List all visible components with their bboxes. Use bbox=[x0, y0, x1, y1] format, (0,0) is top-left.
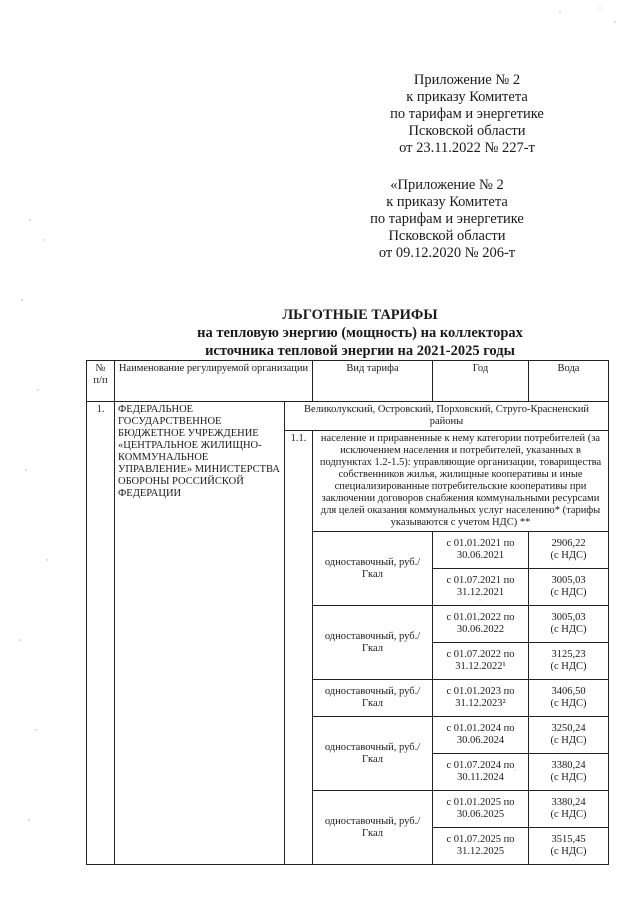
price-value: 3250,24 bbox=[551, 723, 586, 734]
price-vat-note: (с НДС) bbox=[550, 735, 587, 746]
price-value: 3380,24 bbox=[551, 760, 586, 771]
header-num: № п/п bbox=[87, 361, 115, 402]
price-value: 3125,23 bbox=[551, 649, 586, 660]
header-org: Наименование регулируемой организации bbox=[115, 361, 313, 402]
tariff-type: одноставочный, руб./Гкал bbox=[313, 606, 433, 680]
price-vat-note: (с НДС) bbox=[550, 698, 587, 709]
tariff-period: с 01.01.2023 по 31.12.2023² bbox=[433, 680, 529, 717]
table-header-row bbox=[87, 361, 609, 402]
tariff-price bbox=[529, 569, 609, 606]
price-vat-note: (с НДС) bbox=[550, 550, 587, 561]
tariff-price bbox=[529, 754, 609, 791]
price-vat-note: (с НДС) bbox=[550, 587, 587, 598]
price-vat-note: (с НДС) bbox=[550, 846, 587, 857]
tariff-price bbox=[529, 606, 609, 643]
price-vat-note: (с НДС) bbox=[550, 809, 587, 820]
region-row bbox=[87, 402, 609, 431]
row-number: 1. bbox=[87, 402, 115, 865]
price-value: 3406,50 bbox=[551, 686, 586, 697]
price-vat-note: (с НДС) bbox=[550, 772, 587, 783]
title-line: источника тепловой энергии на 2021-2025 годы bbox=[205, 343, 515, 359]
header-water: Вода bbox=[529, 361, 609, 402]
tariff-type: одноставочный, руб./Гкал bbox=[313, 532, 433, 606]
appendix-line: по тарифам и энергетике bbox=[390, 106, 544, 122]
appendix-line: от 23.11.2022 № 227-т bbox=[399, 140, 535, 156]
tariff-period: с 01.07.2021 по 31.12.2021 bbox=[433, 569, 529, 606]
tariff-type: одноставочный, руб./Гкал bbox=[313, 717, 433, 791]
price-vat-note: (с НДС) bbox=[550, 661, 587, 672]
sub-number: 1.1. bbox=[285, 431, 313, 865]
consumer-category: население и приравненные к нему категории потребителей (за исключением населения и потребителей, указанных в подпунктах 1.2-1.5): управляющие организации, товарищества собственников жилья, жилищные кооперативы и иные специализированные потребительские кооперативы при заключении договоров снабжения коммунальными ресурсами для целей оказания коммунальных услуг населению* (тарифы указываются с учетом НДС) ** bbox=[313, 431, 609, 532]
tariff-price bbox=[529, 532, 609, 569]
tariff-period: с 01.01.2024 по 30.06.2024 bbox=[433, 717, 529, 754]
price-value: 3005,03 bbox=[551, 575, 586, 586]
price-vat-note: (с НДС) bbox=[550, 624, 587, 635]
organization-name: ФЕДЕРАЛЬНОЕ ГОСУДАРСТВЕННОЕ БЮДЖЕТНОЕ УЧРЕЖДЕНИЕ «ЦЕНТРАЛЬНОЕ ЖИЛИЩНО-КОММУНАЛЬНОЕ УПРАВЛЕНИЕ» МИНИСТЕРСТВА ОБОРОНЫ РОССИЙСКОЙ ФЕДЕРАЦИИ bbox=[115, 402, 285, 865]
regions: Великолукский, Островский, Порховский, Струго-Красненский районы bbox=[285, 402, 609, 431]
tariff-period: с 01.07.2024 по 30.11.2024 bbox=[433, 754, 529, 791]
document-title bbox=[150, 306, 570, 360]
appendix-line: к приказу Комитета bbox=[386, 194, 508, 210]
appendix-line: к приказу Комитета bbox=[406, 89, 528, 105]
appendix-line: от 09.12.2020 № 206-т bbox=[378, 245, 516, 261]
appendix-header-current bbox=[352, 72, 582, 157]
tariff-period: с 01.07.2025 по 31.12.2025 bbox=[433, 828, 529, 865]
header-tariff-type: Вид тарифа bbox=[313, 361, 433, 402]
tariff-period: с 01.07.2022 по 31.12.2022¹ bbox=[433, 643, 529, 680]
price-value: 3380,24 bbox=[551, 797, 586, 808]
tariff-period: с 01.01.2025 по 30.06.2025 bbox=[433, 791, 529, 828]
appendix-line: «Приложение № 2 bbox=[390, 177, 504, 193]
tariff-type: одноставочный, руб./Гкал bbox=[313, 680, 433, 717]
price-value: 2906,22 bbox=[551, 538, 586, 549]
tariff-table bbox=[86, 360, 609, 865]
price-value: 3005,03 bbox=[551, 612, 586, 623]
tariff-price bbox=[529, 828, 609, 865]
tariff-price bbox=[529, 791, 609, 828]
tariff-type: одноставочный, руб./Гкал bbox=[313, 791, 433, 865]
tariff-price bbox=[529, 717, 609, 754]
tariff-price bbox=[529, 680, 609, 717]
appendix-line: Псковской области bbox=[388, 228, 506, 244]
appendix-header-previous bbox=[332, 177, 562, 262]
appendix-line: Приложение № 2 bbox=[413, 72, 521, 88]
appendix-line: по тарифам и энергетике bbox=[370, 211, 524, 227]
tariff-period: с 01.01.2022 по 30.06.2022 bbox=[433, 606, 529, 643]
tariff-period: с 01.01.2021 по 30.06.2021 bbox=[433, 532, 529, 569]
price-value: 3515,45 bbox=[551, 834, 586, 845]
appendix-line: Псковской области bbox=[408, 123, 526, 139]
header-year: Год bbox=[433, 361, 529, 402]
title-line: на тепловую энергию (мощность) на коллекторах bbox=[197, 325, 523, 341]
title-line: ЛЬГОТНЫЕ ТАРИФЫ bbox=[282, 307, 438, 323]
tariff-price bbox=[529, 643, 609, 680]
